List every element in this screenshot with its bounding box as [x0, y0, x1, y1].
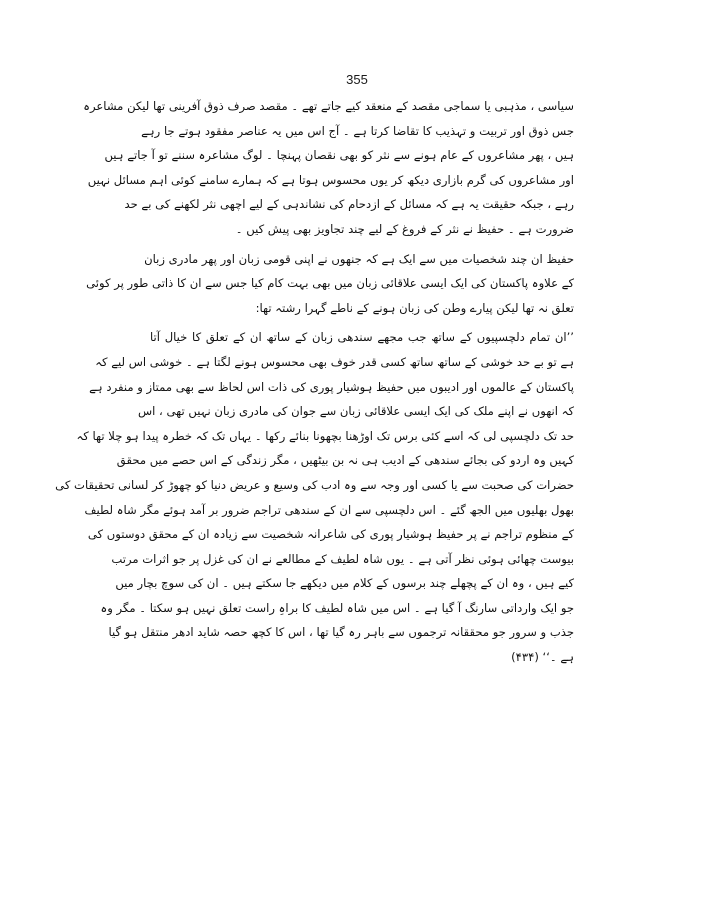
text-line: ہیں ، پھر مشاعروں کے عام ہونے سے نثر کو بھی نقصان پہنچا ۔ لوگ مشاعرہ سننے تو آ جاتے ہیں: [104, 148, 574, 163]
text-line: اور مشاعروں کی گرم بازاری دیکھ کر یوں محسوس ہوتا ہے کہ ہمارے سامنے کوئی اہم مسائل نہیں: [87, 172, 574, 187]
text-line: جس ذوق اور تربیت و تہذیب کا تقاضا کرتا ہے ۔ آج اس میں یہ عناصر مفقود ہوتے جا رہے: [141, 123, 574, 138]
page-number: 355: [346, 72, 368, 87]
quote-line: کے منظوم تراجم نے پر حفیظ ہوشیار پوری کی شاعرانہ شخصیت سے زیادہ ان کے محقق دوستوں کی: [87, 527, 574, 542]
paragraph-mushaira: [83, 94, 574, 242]
quote-line-with-citation: ہے ۔‘‘ (۴۳۴): [511, 650, 574, 665]
quote-line: حضرات کی صحبت سے یا کسی اور وجہ سے وہ ادب کی وسیع و عریض دنیا کو چھوڑ کر لسانی تحقیقات کی: [55, 477, 574, 492]
quote-line: ہے تو بے حد خوشی کے ساتھ ساتھ کسی قدر خوف بھی محسوس ہونے لگتا ہے ۔ خوشی اس لیے کہ: [95, 354, 574, 369]
text-line: رہے ، جبکہ حقیقت یہ ہے کہ مسائل کے ازدحام کی نشاندہی کے لیے اچھی نثر لکھنے کی بے حد: [124, 197, 574, 212]
quote-line: کہیں وہ اردو کی بجائے سندھی کے ادیب ہی نہ بن بیٹھیں ، مگر زندگی کے اس حصے میں محقق: [116, 453, 574, 468]
paragraph-hafeez-languages: [86, 247, 574, 321]
quote-line: جو ایک وارداتی سارنگ آ گیا ہے ۔ اس میں شاہ لطیف کا براہِ راست تعلق نہیں ہو سکتا ۔ مگر وہ: [100, 600, 574, 615]
quote-line: پاکستان کے عالموں اور ادیبوں میں حفیظ ہوشیار پوری کی ذات اس لحاظ سے بھی ممتاز و منفرد ہے: [89, 379, 574, 394]
block-quote: [55, 325, 574, 669]
page-body: [55, 94, 574, 670]
quote-line: بیوست چھائی ہوئی نظر آتی ہے ۔ یوں شاہ لطیف کے مطالعے نے ان کی غزل پر جو اثرات مرتب: [111, 551, 574, 566]
text-line: سیاسی ، مذہبی یا سماجی مقصد کے منعقد کیے جاتے تھے ۔ مقصد صرف ذوق آفرینی تھا لیکن مشاعرہ: [83, 99, 574, 113]
text-line: ضرورت ہے ۔ حفیظ نے نثر کے فروغ کے لیے چند تجاویز بھی پیش کیں ۔: [235, 221, 574, 236]
quote-line: حد تک دلچسپی لی کہ اسے کئی برس تک اوڑھنا بچھونا بنائے رکھا ۔ یہاں تک کہ خطرہ پیدا ہو چلا تھا کہ: [76, 428, 574, 443]
text-line: کے علاوہ پاکستان کی ایک ایسی علاقائی زبان میں بھی بہت کام کیا جس سے ان کا ذاتی طور پر کوئی: [86, 276, 574, 291]
text-line: حفیظ ان چند شخصیات میں سے ایک ہے کہ جنھوں نے اپنی قومی زبان اور پھر مادری زبان: [144, 251, 574, 266]
quote-line: کیے ہیں ، وہ ان کے پچھلے چند برسوں کے کلام میں دیکھے جا سکتے ہیں ۔ ان کی سوچ بچار میں: [115, 576, 574, 591]
quote-line: جذب و سرور جو محققانہ ترجموں سے باہر رہ گیا تھا ، اس کا کچھ حصہ شاید ادھر منتقل ہو گیا: [108, 625, 574, 640]
quote-line: ’’ان تمام دلچسپیوں کے ساتھ جب مجھے سندھی زبان کے ساتھ ان کے تعلق کا خیال آتا: [150, 330, 574, 345]
text-line: تعلق نہ تھا لیکن پیارے وطن کی زبان ہونے کے ناطے گہرا رشتہ تھا:: [255, 300, 574, 315]
quote-line: بھول بھلیوں میں الجھ گئے ۔ اس دلچسپی سے ان کے سندھی تراجم ضرور بر آمد ہوئے مگر شاہ لطیف: [84, 502, 574, 517]
quote-line: کہ انھوں نے اپنے ملک کی ایک ایسی علاقائی زبان سے جوان کی مادری زبان نہیں تھی ، اس: [138, 404, 574, 419]
